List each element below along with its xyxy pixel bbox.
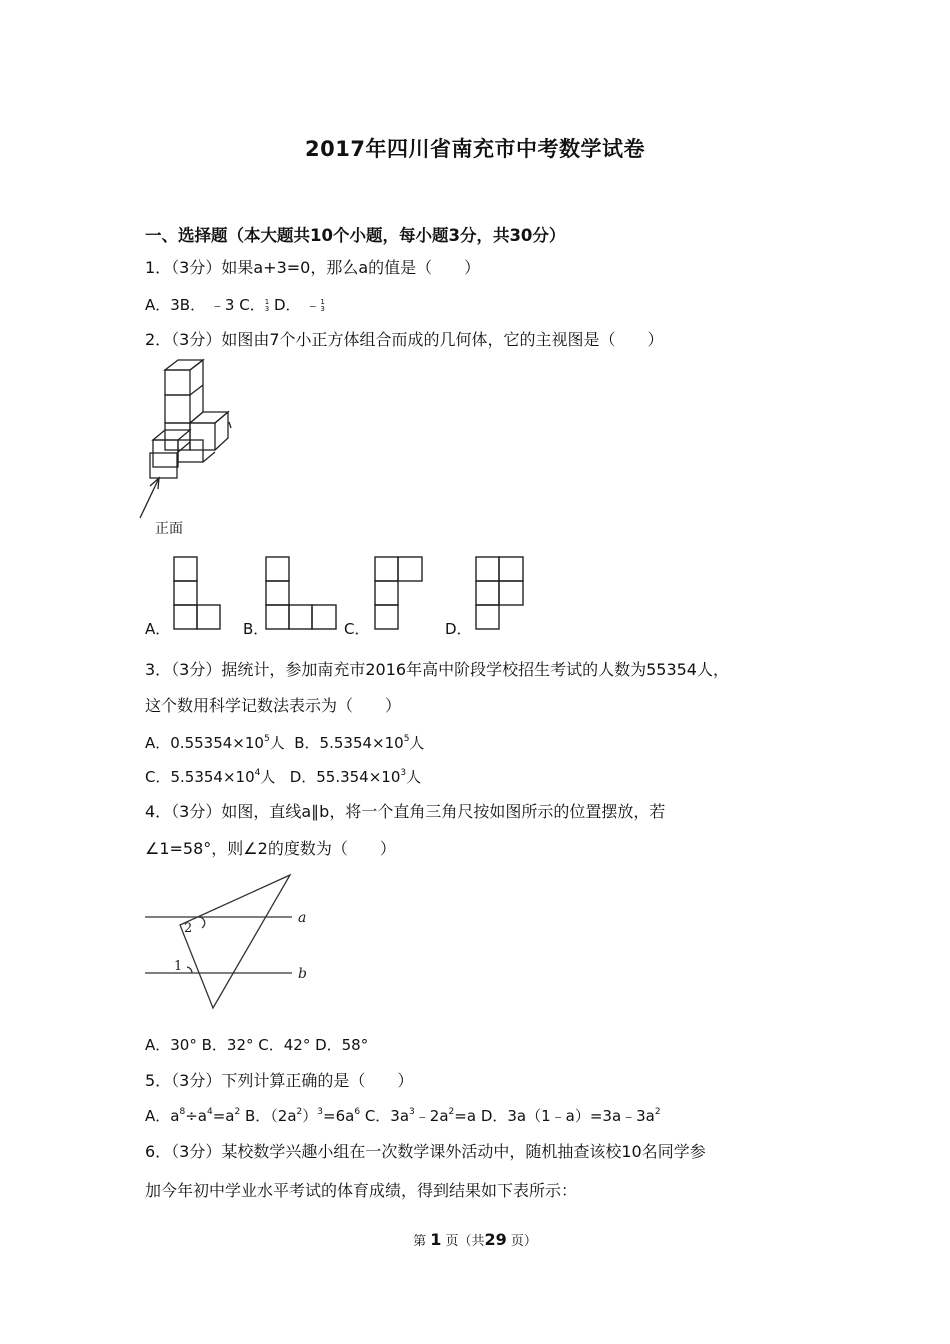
q1-opt-a: A．3B． [145, 296, 206, 314]
q2-label-b: B． [243, 620, 269, 638]
page-total: 29 [484, 1230, 507, 1249]
q3-options-cd: C．$5.5354\times 10^4$人 D．$55.354\times 10^3$人 [145, 768, 422, 786]
q1-opt-d: D． [273, 296, 301, 314]
q1-opt-c: C． [239, 296, 265, 314]
q6-line1: 6．（3分）某校数学兴趣小组在一次数学课外活动中，随机抽查该校10名同学参 [145, 1142, 706, 1161]
exam-title: 2017年四川省南充市中考数学试卷 [305, 137, 645, 161]
q1-stem: 1．（3分）如果a+3=0，那么a的值是（ ） [145, 258, 481, 277]
q6-line2: 加今年初中学业水平考试的体育成绩，得到结果如下表所示： [145, 1181, 578, 1200]
front-view-label: 正面 [155, 521, 183, 537]
q5-stem: 5．（3分）下列计算正确的是（ ） [145, 1071, 414, 1090]
q2-option-a-view [174, 557, 224, 632]
page-footer: 第 1 页（共29 页） [413, 1230, 537, 1249]
q4-line2: ∠1=58°，则∠2的度数为（ ） [145, 839, 396, 858]
q5-options: A．$a^8\div a^4=a^2$ B．$(2a^2)^3=6a^6$ C．$3a^3﹣2a^2=a$ D．$3a(1﹣a)=3a﹣3a^2$ [145, 1107, 661, 1125]
page-number: 1 [430, 1230, 442, 1249]
q2-stem: 2．（3分）如图由7个小正方体组合而成的几何体，它的主视图是（ ） [145, 330, 664, 349]
q4-line1: 4．（3分）如图，直线a∥b，将一个直角三角尺按如图所示的位置摆放，若 [145, 802, 666, 821]
q1-opt-b: ﹣3 [209, 296, 235, 314]
line-b-label: b [298, 966, 307, 982]
q1-frac-c: 1 3 [264, 297, 270, 313]
angle-2-label: 2 [184, 921, 193, 936]
q3-line2: 这个数用科学记数法表示为（ ） [145, 696, 402, 715]
q4-options: A．30° B．32° C．42° D．58° [145, 1036, 369, 1054]
q2-option-d-view [476, 557, 526, 632]
q1-frac-d: 1 3 [320, 297, 325, 313]
q2-cube-figure [135, 360, 245, 540]
q4-parallel-lines-figure [140, 870, 320, 1015]
angle-1-label: 1 [174, 959, 183, 974]
q1-opt-d-sign: ﹣ [305, 296, 321, 314]
q2-option-c-view [375, 557, 425, 632]
section-heading: 一、选择题（本大题共10个小题，每小题3分，共30分） [145, 226, 566, 245]
q3-line1: 3．（3分）据统计，参加南充市2016年高中阶段学校招生考试的人数为55354人， [145, 660, 729, 679]
q2-option-b-view [266, 557, 340, 632]
q1-options [145, 294, 325, 316]
q2-label-d: D． [445, 620, 472, 638]
q3-options-ab: A．$0.55354\times 10^5$人 B．$5.5354\times 10^5$人 [145, 734, 425, 752]
q2-label-a: A． [145, 620, 171, 638]
line-a-label: a [298, 910, 307, 926]
q2-label-c: C． [344, 620, 370, 638]
